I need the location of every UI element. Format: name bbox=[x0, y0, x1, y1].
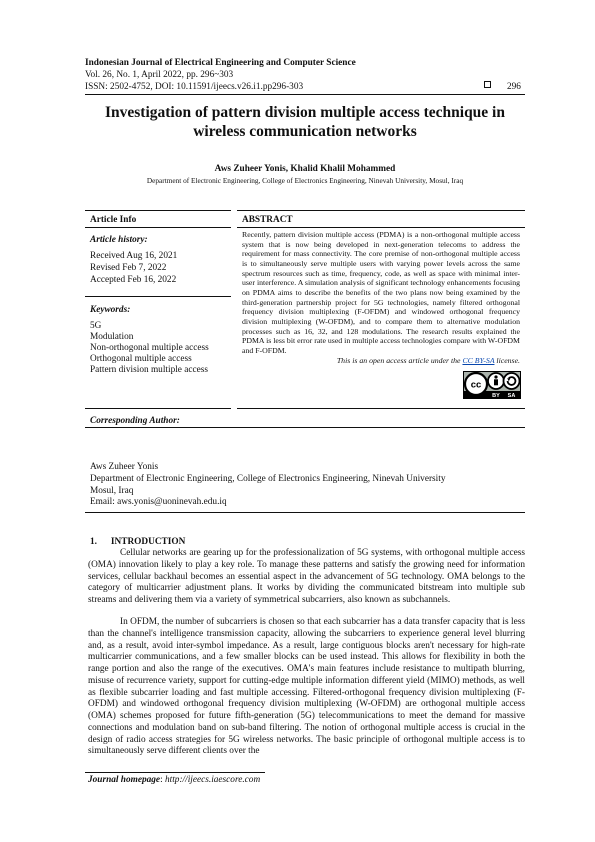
issn-doi-line: ISSN: 2502-4752, DOI: 10.11591/ijeecs.v26.i1.pp296-303 bbox=[85, 82, 304, 92]
corresponding-author-city: Mosul, Iraq bbox=[90, 486, 134, 496]
page-number: 296 bbox=[507, 82, 521, 92]
section-heading-introduction: 1. INTRODUCTION bbox=[90, 537, 186, 547]
article-info-heading: Article Info bbox=[90, 215, 137, 225]
cc-by-sa-link[interactable]: CC BY-SA bbox=[462, 356, 495, 365]
svg-text:cc: cc bbox=[470, 379, 482, 391]
history-divider bbox=[85, 296, 231, 297]
paper-authors: Aws Zuheer Yonis, Khalid Khalil Mohammed bbox=[214, 164, 396, 174]
abstract-top-rule bbox=[237, 210, 525, 211]
front-matter-bottom-rule bbox=[85, 512, 525, 513]
keyword-item: 5G bbox=[90, 321, 102, 331]
history-received: Received Aug 16, 2021 bbox=[90, 251, 178, 261]
history-revised: Revised Feb 7, 2022 bbox=[90, 263, 167, 273]
abstract-bottom-rule bbox=[237, 408, 525, 409]
journal-homepage-separator: : bbox=[160, 775, 165, 785]
corresponding-author-email[interactable]: Email: aws.yonis@uoninevah.edu.iq bbox=[90, 497, 227, 507]
article-history-label: Article history: bbox=[90, 235, 148, 245]
cc-by-sa-badge-icon[interactable] bbox=[463, 371, 521, 399]
corresponding-author-label: Corresponding Author: bbox=[90, 416, 180, 426]
article-info-bottom-rule bbox=[85, 408, 231, 409]
corresponding-rule bbox=[85, 427, 525, 428]
cc-sa-text: SA bbox=[507, 393, 516, 399]
abstract-heading-rule bbox=[237, 227, 525, 228]
corresponding-author-department: Department of Electronic Engineering, College of Electronics Engineering, Ninevah University bbox=[90, 474, 446, 484]
intro-paragraph-1: Cellular networks are gearing up for the professionalization of 5G systems, with orthogonal multiple access (OMA) innovation likely to play a key role. To manage these patterns and satisfy the growing need for information services, cellular backhaul becomes an essential aspect in the advancement of 5G technology. OMA belongs to the category of multicarrier adjustment plans. It works by dividing the communicated bitstream into multiple sub streams and delivering them via a variety of symmetrical subcarriers, also known as subchannels. bbox=[88, 548, 525, 605]
intro-paragraph-2: In OFDM, the number of subcarriers is chosen so that each subcarrier has a data transfer capacity that is less than the channel's intelligence transmission capacity, allowing the subcarriers to experience general level blurring and, as a result, avoid inter-symbol impedance. As a result, large contiguous blocks aren't necessary for high-rate multicarrier communications, and a few smaller blocks can be used instead. This allows for flexibility in both the range portion and also the range of the executives. OMA's main features include resistance to multipath blurring, misuse of recurrence variety, support for cutting-edge multiple information different yield (MIMO) methods, as well as flexible subcarrier loading and fast multiple accessing. Filtered-orthogonal frequency division multiplexing (F-OFDM) and windowed orthogonal frequency division multiplexing (W-OFDM) are orthogonal multiple access (OMA) schemes proposed for future fifth-generation (5G) telecommunications to meet the demand for massive connections and modulation band on sub-band filtering. The notion of orthogonal multiple access is crucial in the design of radio access strategies for 5G wireless networks. The basic principle of orthogonal multiple access is to simultaneously serve different clients over the bbox=[88, 617, 525, 757]
keyword-item: Orthogonal multiple access bbox=[90, 354, 192, 364]
keyword-item: Modulation bbox=[90, 332, 134, 342]
header-rule bbox=[85, 94, 525, 95]
license-prefix: This is an open access article under the bbox=[336, 356, 463, 365]
history-accepted: Accepted Feb 16, 2022 bbox=[90, 275, 177, 285]
article-info-heading-rule bbox=[85, 227, 231, 228]
paper-title: Investigation of pattern division multiple access technique in wireless communication networks bbox=[104, 104, 505, 140]
corresponding-author-name: Aws Zuheer Yonis bbox=[90, 462, 159, 472]
license-suffix: license. bbox=[494, 356, 520, 365]
journal-homepage-label: Journal homepage bbox=[88, 775, 161, 785]
paper-affiliation: Department of Electronic Engineering, College of Electronics Engineering, Ninevah University, Mosul, Iraq bbox=[146, 176, 464, 185]
cc-by-text: BY bbox=[492, 393, 500, 399]
keywords-label: Keywords: bbox=[90, 305, 131, 315]
journal-name: Indonesian Journal of Electrical Engineering and Computer Science bbox=[85, 58, 356, 68]
journal-homepage-footer bbox=[88, 775, 260, 785]
footer-rule bbox=[85, 772, 265, 773]
journal-homepage-link[interactable]: http://ijeecs.iaescore.com bbox=[164, 775, 261, 785]
license-statement bbox=[242, 356, 520, 365]
keyword-item: Non-orthogonal multiple access bbox=[90, 343, 209, 353]
box-icon bbox=[484, 81, 491, 88]
abstract-heading: ABSTRACT bbox=[242, 215, 293, 225]
keyword-item: Pattern division multiple access bbox=[90, 365, 208, 375]
article-info-top-rule bbox=[85, 210, 231, 211]
abstract-text: Recently, pattern division multiple access (PDMA) is a non-orthogonal multiple access system that is now being developed in next-generation telecoms to address the requirement for mass connectivity. The core premise of non-orthogonal multiple access is to simultaneously serve multiple users with varying power levels across the same spectrum resources such as time, frequency, code, as well as space with minimal inter-user interference. A simulation analysis of significant technology enhancements focusing on PDMA aims to describe the benefits of the two plans now being examined by the third-generation partnership project for 5G technologies, namely filtered orthogonal frequency division multiplexing (F-OFDM) and windowed orthogonal frequency division multiplexing (W-OFDM), and to compare them to alternative modulation processes such as 16, 32, and 128 modulations. The research results explained the PDMA is less bit error rate used in multiple access technologies compare with W-OFDM and F-OFDM. bbox=[242, 230, 520, 355]
volume-line: Vol. 26, No. 1, April 2022, pp. 296~303 bbox=[85, 70, 234, 80]
